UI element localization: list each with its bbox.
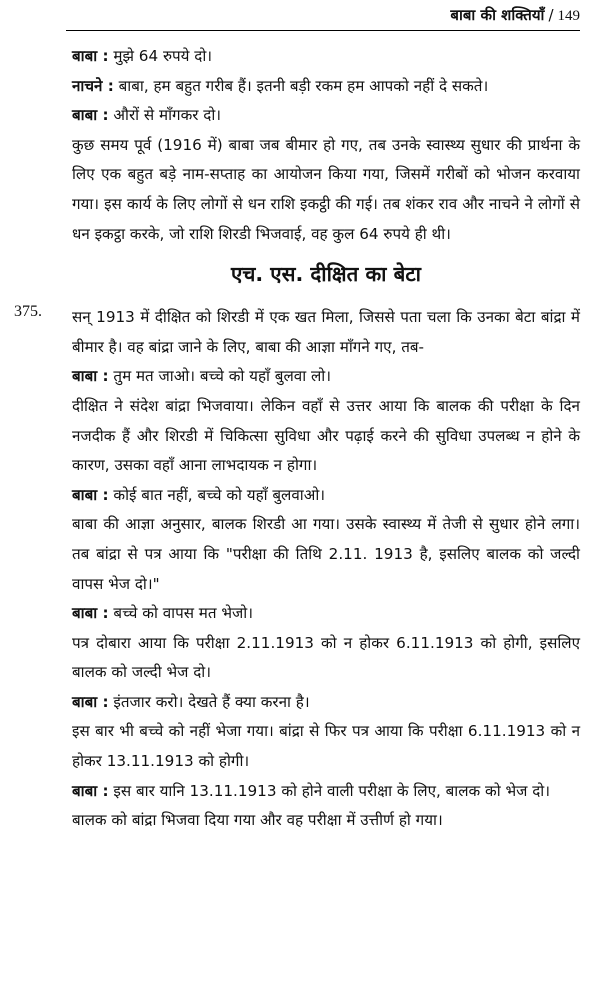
dialogue-line — [72, 688, 580, 718]
header-rule — [66, 30, 580, 31]
running-header — [450, 4, 580, 27]
dialogue-text: बच्चे को वापस मत भेजो। — [108, 604, 254, 623]
narrative-paragraph: इस बार भी बच्चे को नहीं भेजा गया। बांद्रा से फिर पत्र आया कि परीक्षा 6.11.1913 को न होकर 13.11.1913 को होगी। — [72, 722, 580, 771]
narrative-paragraph: बालक को बांद्रा भिजवा दिया गया और वह परीक्षा में उत्तीर्ण हो गया। — [72, 811, 443, 830]
dialogue-text: तुम मत जाओ। बच्चे को यहाँ बुलवा लो। — [108, 367, 331, 386]
speaker-label: बाबा : — [72, 47, 109, 65]
page-number: 149 — [557, 8, 580, 24]
running-title: बाबा की शक्तियाँ — [450, 6, 545, 24]
dialogue-text: मुझे 64 रुपये दो। — [108, 47, 213, 65]
dialogue-line — [72, 362, 580, 392]
dialogue-line — [72, 481, 580, 511]
speaker-label: बाबा : — [72, 106, 109, 125]
speaker-label: नाचने : — [72, 76, 114, 95]
narrative-paragraph: कुछ समय पूर्व (1916 में) बाबा जब बीमार हो गए, तब उनके स्वास्थ्य सुधार की प्रार्थना के लिए एक बहुत बड़े नाम-सप्ताह का आयोजन किया गया, जिसमें गरीबों को भोजन करवाया गया। इस कार्य के लिए लोगों से धन राशि इकट्ठी की गई। तब शंकर राव और नाचने ने लोगों से धन इकट्ठा करके, जो राशि शिरडी भिजवाई, वह कुल 64 रुपये ही थी। — [72, 135, 580, 243]
dialogue-line — [72, 599, 580, 629]
narrative-paragraph: बाबा की आज्ञा अनुसार, बालक शिरडी आ गया। उसके स्वास्थ्य में तेजी से सुधार होने लगा। तब बांद्रा से पत्र आया कि "परीक्षा की तिथि 2.11. 1913 है, इसलिए बालक को जल्दी वापस भेज दो।" — [72, 515, 580, 593]
narrative-paragraph: सन् 1913 में दीक्षित को शिरडी में एक खत मिला, जिससे पता चला कि उनका बेटा बांद्रा में बीमार है। वह बांद्रा जाने के लिए, बाबा की आज्ञा माँगने गए, तब- — [72, 308, 580, 356]
dialogue-text: कोई बात नहीं, बच्चे को यहाँ बुलवाओ। — [108, 485, 326, 504]
dialogue-line — [72, 42, 580, 72]
dialogue-text: औरों से माँगकर दो। — [108, 106, 222, 125]
section-heading: एच. एस. दीक्षित का बेटा — [231, 262, 421, 287]
narrative-paragraph: दीक्षित ने संदेश बांद्रा भिजवाया। लेकिन वहाँ से उत्तर आया कि बालक की परीक्षा के दिन नजदीक हैं और शिरडी में चिकित्सा सुविधा और पढ़ाई करने की सुविधा उपलब्ध न होने के कारण, उसका वहाँ आना लाभदायक न होगा। — [72, 396, 580, 475]
speaker-label: बाबा : — [72, 781, 109, 800]
header-separator: / — [548, 6, 554, 24]
speaker-label: बाबा : — [72, 367, 109, 386]
dialogue-text: इंतजार करो। देखते हैं क्या करना है। — [108, 692, 310, 711]
dialogue-line — [72, 777, 580, 807]
dialogue-line — [72, 72, 580, 102]
narrative-paragraph: पत्र दोबारा आया कि परीक्षा 2.11.1913 को न होकर 6.11.1913 को होगी, इसलिए बालक को जल्दी भेज दो। — [72, 633, 580, 682]
dialogue-text: इस बार यानि 13.11.1913 को होने वाली परीक्षा के लिए, बालक को भेज दो। — [108, 781, 550, 800]
dialogue-line — [72, 101, 580, 131]
speaker-label: बाबा : — [72, 692, 109, 711]
speaker-label: बाबा : — [72, 604, 109, 623]
page-body — [14, 42, 580, 836]
dialogue-text: बाबा, हम बहुत गरीब हैं। इतनी बड़ी रकम हम आपको नहीं दे सकते। — [113, 76, 489, 95]
entry-number: 375. — [14, 303, 42, 321]
numbered-entry — [14, 303, 580, 362]
speaker-label: बाबा : — [72, 485, 109, 504]
